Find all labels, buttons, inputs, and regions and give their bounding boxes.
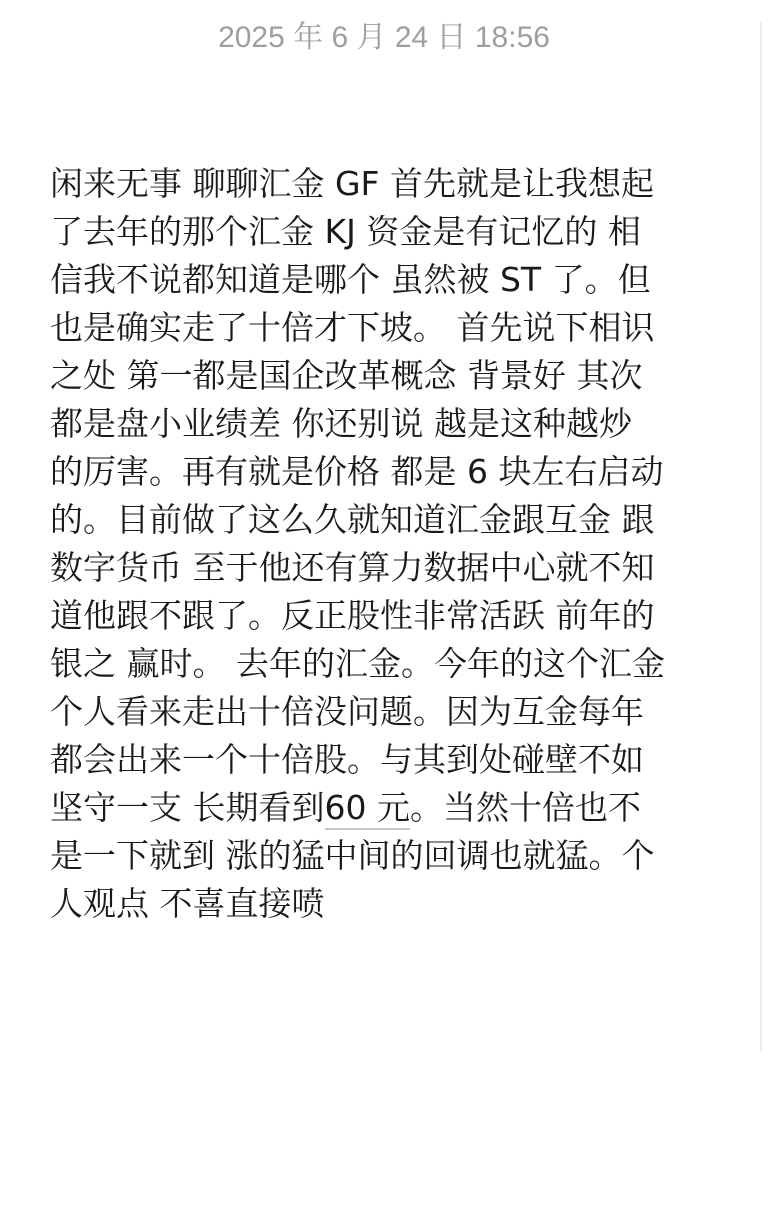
note-line: 个人看来走出十倍没问题。因为互金每年: [50, 692, 644, 731]
note-line-text-after: 。当然十倍也不: [409, 788, 641, 827]
scrollbar[interactable]: [760, 22, 762, 1052]
note-line: 人观点 不喜直接喷: [50, 884, 325, 923]
note-line: 道他跟不跟了。反正股性非常活跃 前年的: [50, 596, 655, 635]
note-line: 信我不说都知道是哪个 虽然被 ST 了。但: [50, 260, 651, 299]
note-line: 的。目前做了这么久就知道汇金跟互金 跟: [50, 500, 655, 539]
note-line-text-before: 坚守一支 长期看到: [50, 788, 325, 827]
note-body[interactable]: [50, 160, 720, 928]
note-line: 的厉害。再有就是价格 都是 6 块左右启动: [50, 452, 664, 491]
note-timestamp: 2025 年 6 月 24 日 18:56: [218, 21, 550, 54]
note-line: 了去年的那个汇金 KJ 资金是有记忆的 相: [50, 212, 641, 251]
note-line: 数字货币 至于他还有算力数据中心就不知: [50, 548, 655, 587]
note-line: 之处 第一都是国企改革概念 背景好 其次: [50, 356, 643, 395]
note-line: 闲来无事 聊聊汇金 GF 首先就是让我想起: [50, 164, 655, 203]
note-line-with-price: [50, 784, 720, 832]
price-underlined-text[interactable]: 60 元: [325, 788, 410, 830]
note-line: 也是确实走了十倍才下坡。 首先说下相识: [50, 308, 655, 347]
note-line: 是一下就到 涨的猛中间的回调也就猛。个: [50, 836, 655, 875]
note-line: 都会出来一个十倍股。与其到处碰壁不如: [50, 740, 644, 779]
note-line: 银之 赢时。 去年的汇金。今年的这个汇金: [50, 644, 665, 683]
note-line: 都是盘小业绩差 你还别说 越是这种越炒: [50, 404, 632, 443]
